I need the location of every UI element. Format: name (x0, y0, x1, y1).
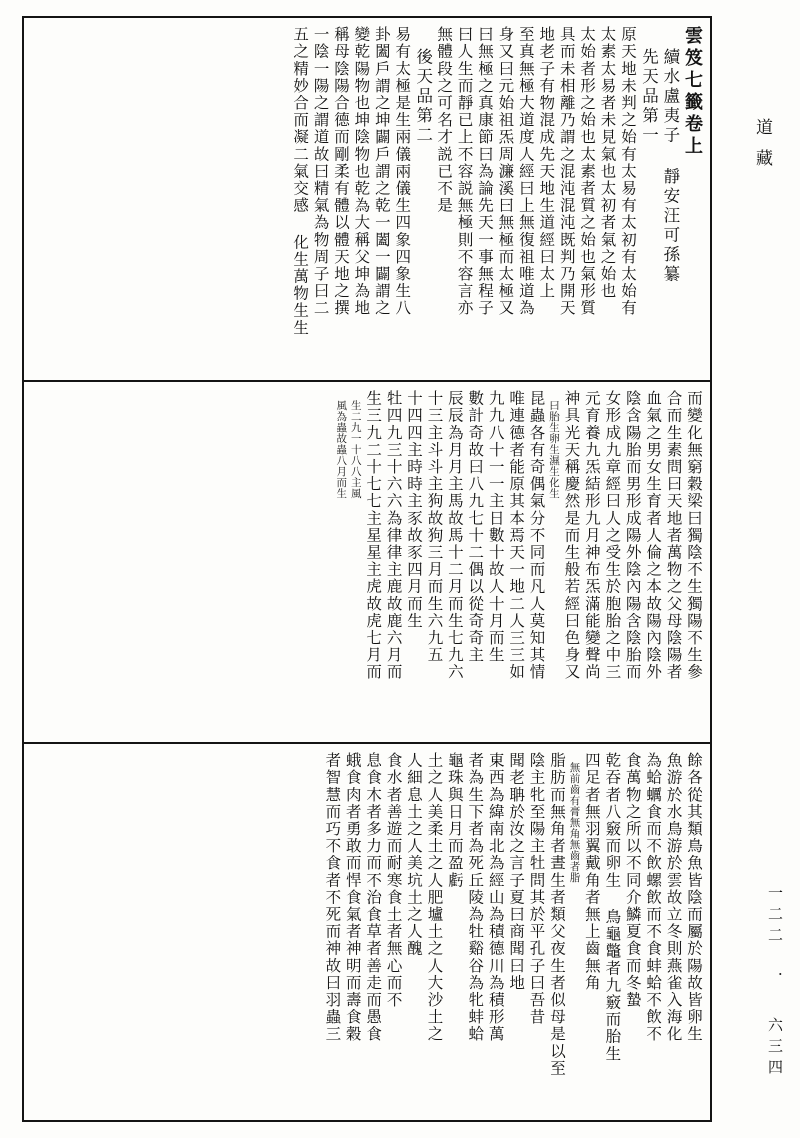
text-column: 至真無極大道度人經曰上無復祖唯道為 (516, 26, 535, 317)
text-column: 十三主斗斗主狗故狗三月而生六九五 (425, 390, 444, 664)
text-column: 牡四九三十六六為律律主鹿故鹿六月而 (384, 390, 403, 681)
text-column: 先天品第一 (639, 48, 659, 146)
register-top-columns (24, 18, 710, 380)
text-column: 五之精妙合而凝二氣交感 化生萬物生生 (291, 26, 310, 337)
text-column: 乾吞者八竅而卵生 鳥龜鼈者九竅而胎生 (603, 752, 622, 1063)
text-column: 曰無極之真康節曰為論先天一事無程子 (476, 26, 494, 317)
text-column: 原天地未判之始有太易有太初有太始有 (618, 26, 637, 317)
text-column: 昆蟲各有奇偶氣分不同而凡人莫知其情 (527, 390, 546, 681)
text-column: 曰人生而靜已上不容説無極則不容言亦 (455, 26, 474, 317)
page-number-label: 一二二 ． 六三四 (766, 885, 784, 1080)
canon-name-label: 道藏 (752, 118, 772, 180)
text-column: 續水盧夷子 靜安汪可孫纂 (660, 48, 680, 285)
text-column: 元育養九炁結形九月神布炁滿能變聲尚 (582, 390, 601, 681)
text-column: 九九八十一一主日數十故人十月而生 (486, 390, 505, 664)
text-column: 聞老聃於汝之言子夏曰商聞曰地 (507, 752, 526, 992)
register-middle (24, 380, 710, 742)
text-column: 卦闔戶謂之坤闢戶謂之乾一闔一闢謂之 (372, 26, 391, 317)
text-column: 身又曰元始祖炁周濂溪曰無極而太極又 (496, 26, 515, 317)
text-column: 食萬物之所以不同介鱗夏食而冬蟄 (623, 752, 642, 1009)
text-column-gloss: 風為蟲故蟲八月而生 (335, 400, 348, 499)
text-column: 東西為緯南北為經山為積德川為積形萬 (486, 752, 505, 1043)
text-column: 變乾陽物也坤陰物也乾為大稱父坤為地 (352, 26, 371, 317)
text-column: 魚游於水鳥游於雲故立冬則燕雀入海化 (664, 752, 683, 1043)
register-bottom (24, 742, 710, 1120)
text-column-gloss: 曰胎生卵生濕生化生 (548, 400, 561, 499)
text-column: 太素太易者未見氣也太初者氣之始也 (598, 26, 617, 300)
text-frame (22, 16, 712, 1122)
text-column: 合而生素問曰天地者萬物之父母陰陽者 (664, 390, 683, 681)
text-column: 食水者善遊而耐寒食土者無心而不 (384, 752, 403, 1009)
text-column: 一陰一陽之謂道故曰精氣為物周子曰二 (311, 26, 330, 317)
text-column-gloss: 無前齒有膏無角無齒者脂 (568, 762, 581, 883)
text-column: 者智慧而巧不食者不死而神故曰羽蟲三 (323, 752, 342, 1043)
text-column-gloss: 生二九一十八八主風 (349, 400, 362, 499)
text-column: 女形成九章經曰人之受生於胞胎之中三 (603, 390, 622, 681)
text-column: 者為生下者為死丘陵為牡谿谷為牝蚌蛤 (466, 752, 485, 1043)
text-column: 陰含陽胎而男形成陽外陰內陽含陰胎而 (623, 390, 642, 681)
text-column: 人細息土之人美坑土之人醜 (405, 752, 424, 958)
text-column: 四足者無羽翼戴角者無上齒無角 (582, 752, 601, 992)
text-column: 雲笈七籤卷上 (682, 26, 703, 158)
text-column: 土之人美柔土之人肥壚土之人大沙土之 (425, 752, 444, 1043)
page-margin (738, 0, 800, 1138)
register-bottom-columns (24, 744, 710, 1120)
text-column: 而變化無窮穀梁曰獨陰不生獨陽不生參 (685, 390, 703, 681)
text-column: 陰主牝至陽主牡問其於平孔子曰吾昔 (527, 752, 546, 1026)
text-column: 太始者形之始也太素者質之始也氣形質 (578, 26, 597, 317)
text-column: 後天品第二 (413, 48, 433, 146)
text-column: 龜珠與日月而盈虧 (445, 752, 464, 889)
text-column: 餘各從其類鳥魚皆陰而屬於陽故皆卵生 (685, 752, 703, 1043)
text-column: 地老子有物混成先天地生道經曰太上 (537, 26, 556, 300)
text-column: 生三九二十七七主星星主虎故虎七月而 (364, 390, 383, 681)
text-column: 無體段之可名才説已不是 (435, 26, 454, 215)
text-column: 蛾食肉者勇敢而悍食氣者神明而壽食穀 (343, 752, 362, 1043)
text-column: 易有太極是生兩儀兩儀生四象四象生八 (393, 26, 412, 317)
text-column: 稱母陰陽合德而剛柔有體以體天地之撰 (331, 26, 350, 317)
text-column: 血氣之男女生育者人倫之本故陽內陰外 (644, 390, 663, 681)
text-column: 唯連德者能原其本焉天一地二人三三如 (507, 390, 526, 681)
text-column: 具而未相離乃謂之混沌混沌既判乃開天 (557, 26, 576, 317)
register-top (24, 18, 710, 380)
register-middle-columns (24, 382, 710, 742)
text-column: 神具光天稱慶然是而生般若經曰色身又 (562, 390, 581, 681)
text-column: 息食木者多力而不治食草者善走而愚食 (364, 752, 383, 1043)
text-column: 辰辰為月月主馬故馬十二月而生七九六 (445, 390, 464, 681)
text-column: 十四四主時時主豕故豕四月而生 (405, 390, 424, 630)
text-column: 數計奇故曰八九七十二偶以從奇奇主 (466, 390, 485, 664)
text-column: 脂肪而無角者晝生者類父夜生者似母是以至 (547, 752, 566, 1077)
text-column: 為蛤蠣食而不飲螺飲而不食蚌蛤不飲不 (644, 752, 663, 1043)
